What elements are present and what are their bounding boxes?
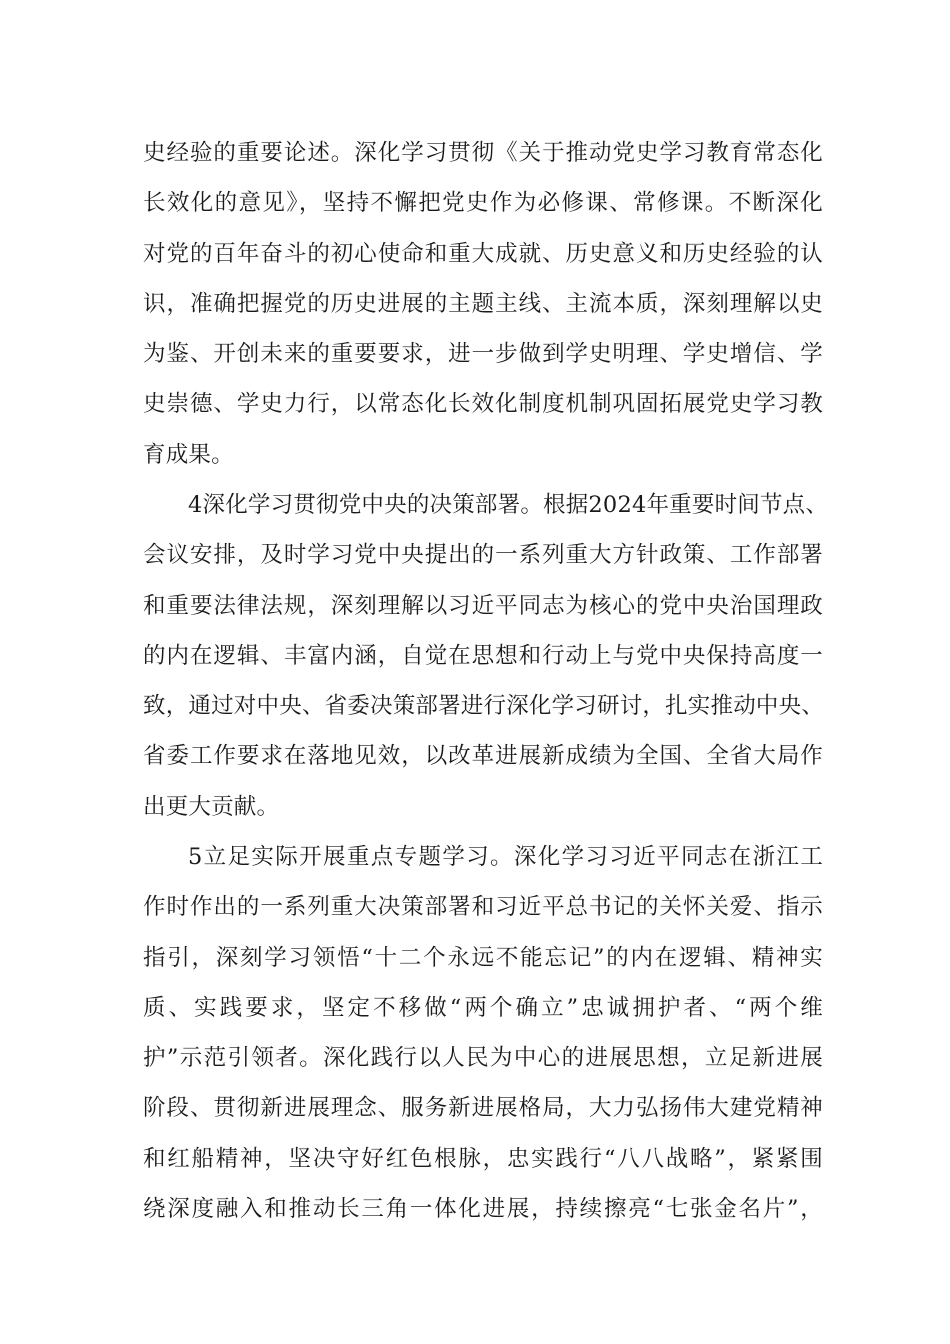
text-line: 对党的百年奋斗的初心使命和重大成就、历史意义和历史经验的认 (143, 240, 823, 267)
text-line: 阶段、贯彻新进展理念、服务新进展格局，大力弘扬伟大建党精神 (143, 1095, 823, 1122)
text-line: 识，准确把握党的历史进展的主题主线、主流本质，深刻理解以史 (143, 290, 823, 317)
text-line: 育成果。 (143, 441, 234, 468)
text-line: 和重要法律法规，深刻理解以习近平同志为核心的党中央治国理政 (143, 592, 823, 619)
text-line: 史经验的重要论述。深化学习贯彻《关于推动党史学习教育常态化 (143, 140, 823, 166)
text-line: 出更大贡献。 (143, 793, 280, 820)
text-line: 护”示范引领者。深化践行以人民为中心的进展思想，立足新进展 (143, 1045, 823, 1072)
text-line: 会议安排，及时学习党中央提出的一系列重大方针政策、工作部署 (143, 542, 823, 569)
paragraph-first-line: 4深化学习贯彻党中央的决策部署。根据2024年重要时间节点、 (188, 492, 829, 518)
text-line: 省委工作要求在落地见效，以改革进展新成绩为全国、全省大局作 (143, 743, 823, 770)
text-line: 致，通过对中央、省委决策部署进行深化学习研讨，扎实推动中央、 (143, 693, 825, 720)
paragraph-first-line: 5立足实际开展重点专题学习。深化学习习近平同志在浙江工 (188, 844, 823, 870)
paragraph-item-5 (143, 832, 823, 1234)
paragraph-continuation (143, 128, 823, 480)
text-line: 和红船精神，坚决守好红色根脉，忠实践行“八八战略”，紧紧围 (143, 1145, 823, 1172)
text-line: 史崇德、学史力行，以常态化长效化制度机制巩固拓展党史学习教 (143, 391, 823, 418)
text-line: 的内在逻辑、丰富内涵，自觉在思想和行动上与党中央保持高度一 (143, 642, 823, 669)
text-line: 绕深度融入和推动长三角一体化进展，持续擦亮“七张金名片”， (143, 1196, 823, 1223)
text-line: 为鉴、开创未来的重要要求，进一步做到学史明理、学史增信、学 (143, 341, 823, 368)
paragraph-item-4 (143, 480, 829, 832)
text-line: 长效化的意见》，坚持不懈把党史作为必修课、常修课。不断深化 (143, 190, 823, 217)
text-line: 指引，深刻学习领悟“十二个永远不能忘记”的内在逻辑、精神实 (143, 944, 823, 971)
text-line: 质、实践要求，坚定不移做“两个确立”忠诚拥护者、“两个维 (143, 994, 823, 1021)
text-line: 作时作出的一系列重大决策部署和习近平总书记的关怀关爱、指示 (143, 894, 823, 921)
